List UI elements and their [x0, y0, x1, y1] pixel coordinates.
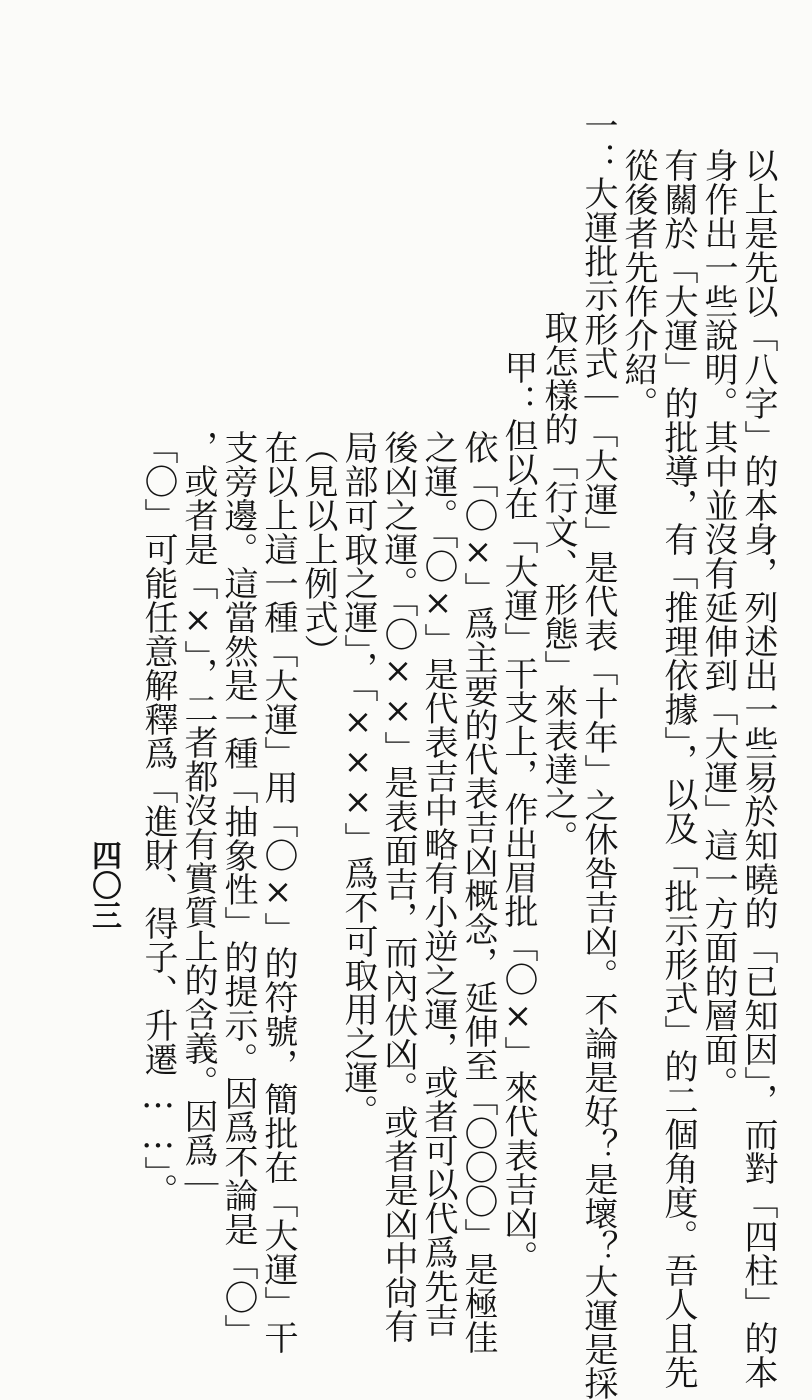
- text-column-9: 之運。「〇×」是代表吉中略有小逆之運，或者可以代爲先吉: [418, 430, 458, 1337]
- text-column-10: 後凶之運。「〇××」是表面吉，而內伏凶。或者是凶中尙有: [378, 430, 418, 1343]
- text-column-14: 支旁邊。這當然是一種「抽象性」的提示。因爲不論是「〇」: [218, 430, 258, 1348]
- text-column-4: 從後者先作介紹。: [618, 148, 658, 420]
- text-column-3: 有關於「大運」的批導，有「推理依據」，以及「批示形式」的二個角度。吾人且先: [658, 148, 698, 1389]
- text-column-16: 「〇」可能任意解釋爲「進財、得子、升遷……」。: [138, 430, 178, 1207]
- text-column-6: 取怎樣的「行文、形態」來表達之。: [538, 310, 578, 854]
- text-column-11: 局部可取之運」，「×××」爲不可取用之運。: [338, 430, 378, 1128]
- text-column-5: 一：大運批示形式｜「大運」是代表「十年」之休咎吉凶。不論是好？是壞？大運是採: [578, 108, 618, 1400]
- text-column-7: 甲：但以在「大運」干支上，作出眉批「〇×」來代表吉凶。: [498, 350, 538, 1274]
- text-column-15: ，或者是「×」，二者都沒有實質上的含義。因爲｜: [178, 430, 218, 1201]
- text-column-13: 在以上這一種「大運」用「〇×」的符號，簡批在「大運」干: [258, 430, 298, 1354]
- text-column-12: （見以上例式）: [298, 430, 338, 668]
- text-column-8: 依「〇×」爲主要的代表吉凶概念，延伸至「〇〇〇」是極佳: [458, 430, 498, 1354]
- text-column-2: 身作出一些說明。其中並沒有延伸到「大運」這一方面的層面。: [698, 148, 738, 1100]
- page-number: 四〇三: [86, 840, 121, 930]
- text-column-1: 以上是先以「八字」的本身，列述出一些易於知曉的「已知因」，而對「四柱」的本: [738, 148, 778, 1389]
